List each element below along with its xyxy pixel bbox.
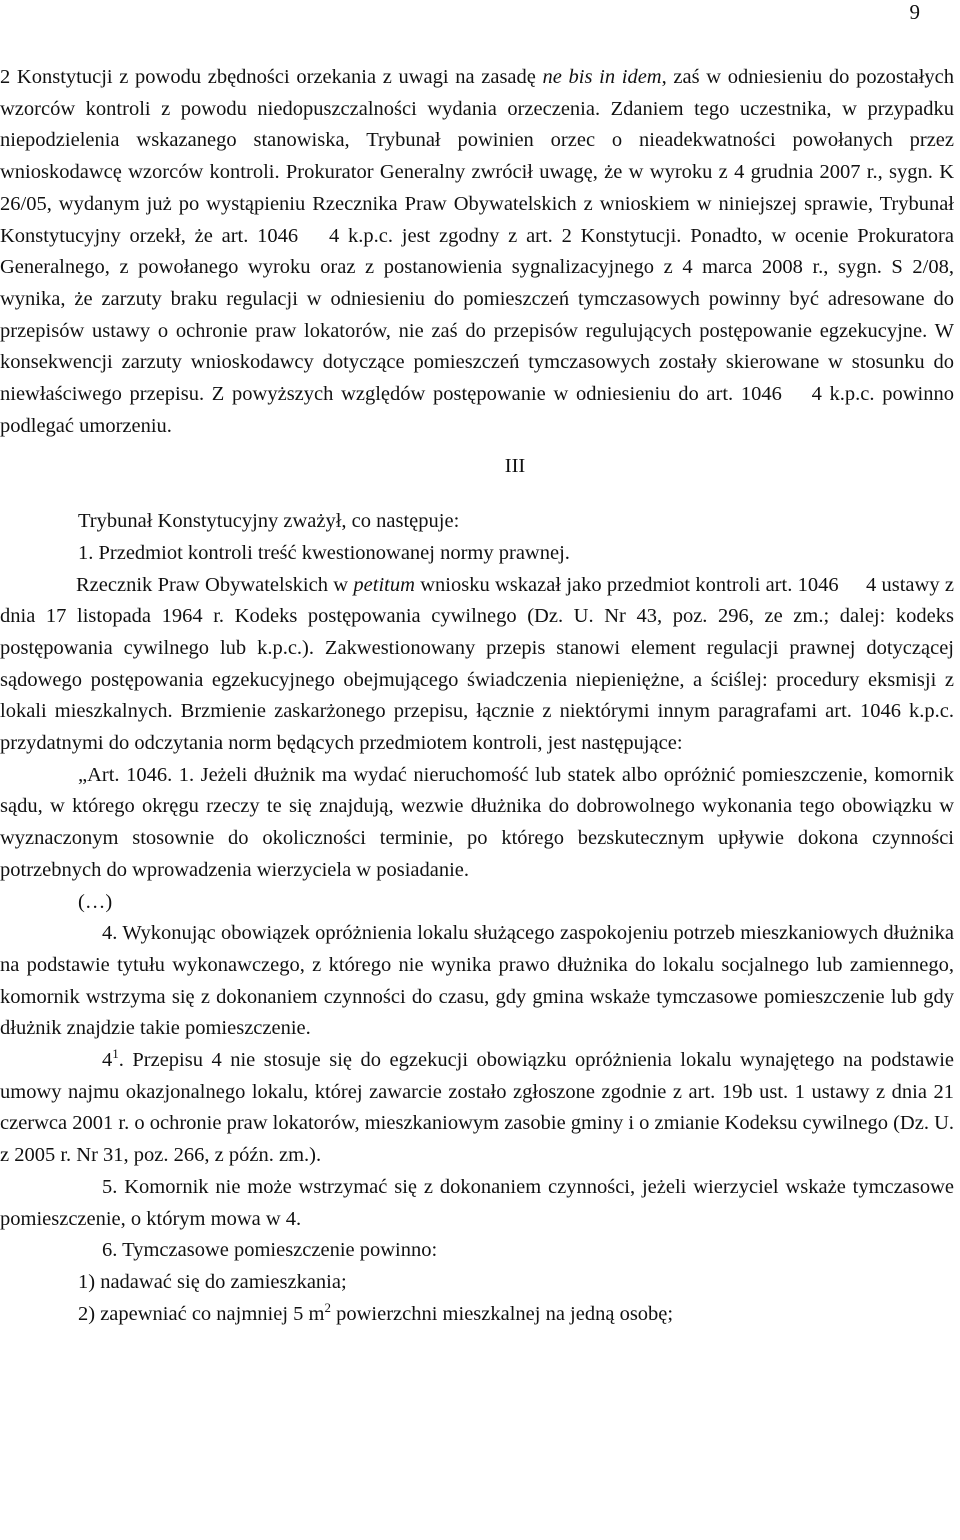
paragraph-ombudsman-petitum: [0, 570, 954, 760]
italic-run: petitum: [353, 573, 415, 596]
text-run: 4. Wykonując obowiązek opróżnienia lokalu służącego zaspokojeniu potrzeb mieszkaniowych dłużnika na podstawie tytułu wykonawczego, z którego nie wynika prawo dłużnika do lokalu socjalnego lub zamiennego, komornik wstrzyma się z dokonaniem czynności do czasu, gdy gmina wskaże tymczasowe pomieszczenie lub gdy dłużnik znajdzie takie pomieszczenie.: [0, 922, 954, 1040]
consideration-heading: Trybunał Konstytucyjny zważył, co następuje:: [78, 510, 460, 533]
text-run: 4: [102, 1049, 113, 1072]
quote-paragraph-1: „Art. 1046. 1. Jeżeli dłużnik ma wydać nieruchomość lub statek albo opróżnić pomieszczenie, komornik sądu, w którego okręgu rzeczy te się znajdują, wezwie dłużnika do dobrowolnego wykonania tego obowiązku w wyznaczonym stosownie do okoliczności terminie, po którego bezskutecznym upływie dokona czynności potrzebnych do wprowadzenia wierzyciela w posiadanie.: [0, 763, 954, 881]
superscript: 1: [112, 1046, 119, 1062]
text-run: wniosku wskazał jako przedmiot kontroli art. 1046: [414, 573, 844, 596]
text-run: 4 ustawy z dnia 17 listopada 1964 r. Kodeks postępowania cywilnego (Dz. U. Nr 43, poz. 296, ze zm.; dalej: kodeks postępowania cywilnego lub k.p.c.). Zakwestionowany przepis stanowi element regulacji prawnej dotyczącej sądowego postępowania egzekucyjnego obejmującego świadczenia niepieniężne, a ściślej: procedury eksmisji z lokali mieszkalnych. Brzmienie zaskarżonego przepisu, łącznie z niektórymi innym paragrafami art. 1046 k.p.c. przydatnymi do odczytania norm będących przedmiotem kontroli, jest następujące:: [0, 573, 954, 755]
heading-subject-of-review: [0, 538, 954, 570]
page-number: 9: [909, 0, 920, 24]
text-run: , zaś w odniesieniu do pozostałych wzorców kontroli z powodu niedopuszczalności wydania orzeczenia. Zdaniem tego uczestnika, w przypadku niepodzielenia wskazanego stanowiska, Trybunał powinien orzec o nieadekwatności powołanych przez wnioskodawcę wzorców kontroli. Prokurator Generalny zwrócił uwagę, że w wyroku z 4 grudnia 2007 r., sygn. K 26/05, wydanym już po wystąpieniu Rzecznika Praw Obywatelskich z wnioskiem w niniejszej sprawie, Trybunał Konstytucyjny orzekł, że art. 1046: [0, 66, 954, 247]
quote-ellipsis: (…): [78, 890, 113, 913]
text-run: 2 Konstytucji z powodu zbędności orzekania z uwagi na zasadę: [0, 66, 543, 88]
text-run: 2) zapewniać co najmniej 5 m: [78, 1302, 325, 1325]
text-run: . Przepisu 4 nie stosuje się do egzekucji obowiązku opróżnienia lokalu wynajętego na podstawie umowy najmu okazjonalnego lokalu, której zawarcie zostało zgłoszone zgodnie z art. 19b ust. 1 ustawy z dnia 21 czerwca 2001 r. o ochronie praw lokatorów, mieszkaniowym zasobie gminy i o zmianie Kodeksu cywilnego (Dz. U. z 2005 r. Nr 31, poz. 266, z późn. zm.).: [0, 1049, 954, 1167]
text-run: 4 k.p.c. powinno podlegać umorzeniu.: [0, 383, 954, 437]
document-body: [0, 62, 954, 1330]
quote-paragraph-4-1: [0, 1045, 954, 1172]
text-run: Rzecznik Praw Obywatelskich w: [76, 573, 354, 596]
text-run: 4 k.p.c. jest zgodny z art. 2 Konstytucji. Ponadto, w ocenie Prokuratora Generalnego, z powołanego wyroku oraz z postanowienia sygnalizacyjnego z 4 marca 2008 r., sygn. S 2/08, wynika, że zarzuty braku regulacji w odniesieniu do pomieszczeń tymczasowych powinny być adresowane do przepisów ustawy o ochronie praw lokatorów, nie zaś do przepisów regulujących postępowanie egzekucyjne. W konsekwencji zarzuty wnioskodawcy dotyczące pomieszczeń tymczasowych zostały skierowane w stosunku do niewłaściwego przepisu. Z powyższych względów postępowanie w odniesieniu do art. 1046: [0, 224, 954, 406]
superscript: 2: [324, 1299, 331, 1315]
quote-paragraph-4: [0, 918, 954, 1045]
list-item: [0, 1299, 954, 1331]
text-run: 6. Tymczasowe pomieszczenie powinno:: [102, 1239, 438, 1262]
section-number: III: [504, 455, 526, 478]
quote-paragraph-5: [0, 1172, 954, 1235]
text-run: 5. Komornik nie może wstrzymać się z dokonaniem czynności, jeżeli wierzyciel wskaże tymczasowe pomieszczenie, o którym mowa w 4.: [0, 1175, 954, 1230]
italic-run: ne bis in idem: [542, 66, 662, 88]
paragraph-prosecutor-opinion: [0, 62, 954, 442]
quote-paragraph-6: [0, 1235, 954, 1267]
text-run: powierzchni mieszkalnej na jedną osobę;: [330, 1302, 674, 1325]
heading-text: 1. Przedmiot kontroli treść kwestionowanej normy prawnej.: [78, 541, 570, 564]
list-item: 1) nadawać się do zamieszkania;: [78, 1270, 347, 1293]
